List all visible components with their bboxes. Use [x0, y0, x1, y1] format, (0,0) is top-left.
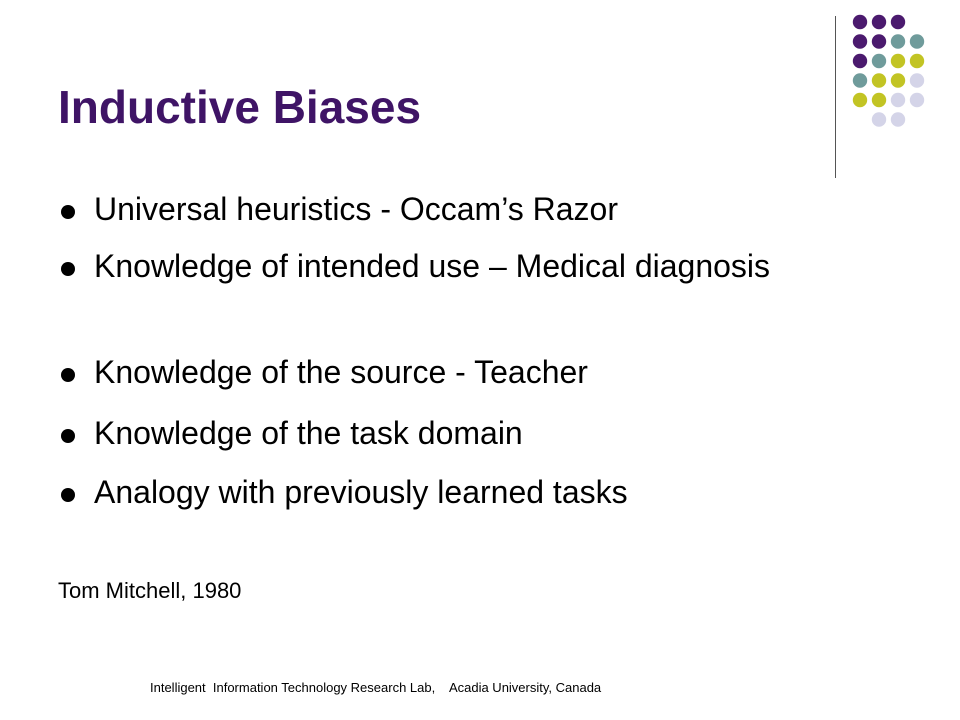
bullet-marker — [61, 488, 75, 502]
slide-title: Inductive Biases — [58, 81, 422, 133]
decorative-dot — [853, 54, 867, 68]
decorative-dot — [872, 34, 886, 48]
decorative-dot — [853, 15, 867, 29]
bullet-text: Knowledge of the task domain — [94, 415, 523, 451]
decorative-dot — [891, 54, 905, 68]
decorative-dot — [853, 73, 867, 87]
decorative-dot — [910, 73, 924, 87]
bullet-marker — [61, 429, 75, 443]
decorative-dot — [891, 15, 905, 29]
decorative-dot — [872, 93, 886, 107]
decorative-dot — [853, 93, 867, 107]
decorative-dot — [891, 93, 905, 107]
title-divider-line — [835, 16, 836, 178]
decorative-dot — [891, 112, 905, 126]
decorative-dot — [891, 34, 905, 48]
decorative-dot — [872, 112, 886, 126]
decorative-dot — [853, 34, 867, 48]
bullet-marker — [61, 262, 75, 276]
bullet-text: Knowledge of the source - Teacher — [94, 354, 588, 390]
bullet-marker — [61, 368, 75, 382]
bullet-text: Universal heuristics - Occam’s Razor — [94, 191, 618, 227]
decorative-dot — [910, 34, 924, 48]
decorative-dot — [910, 93, 924, 107]
decorative-dot — [872, 54, 886, 68]
citation: Tom Mitchell, 1980 — [58, 578, 242, 603]
bullet-text: Knowledge of intended use – Medical diagnosis — [94, 248, 771, 284]
decorative-dot — [891, 73, 905, 87]
decorative-dot — [872, 73, 886, 87]
footer-text: Intelligent Information Technology Research Lab, Acadia University, Canada — [150, 680, 602, 695]
bullet-marker — [61, 205, 75, 219]
bullet-text: Analogy with previously learned tasks — [94, 474, 628, 510]
decorative-dot — [910, 54, 924, 68]
decorative-dot — [872, 15, 886, 29]
